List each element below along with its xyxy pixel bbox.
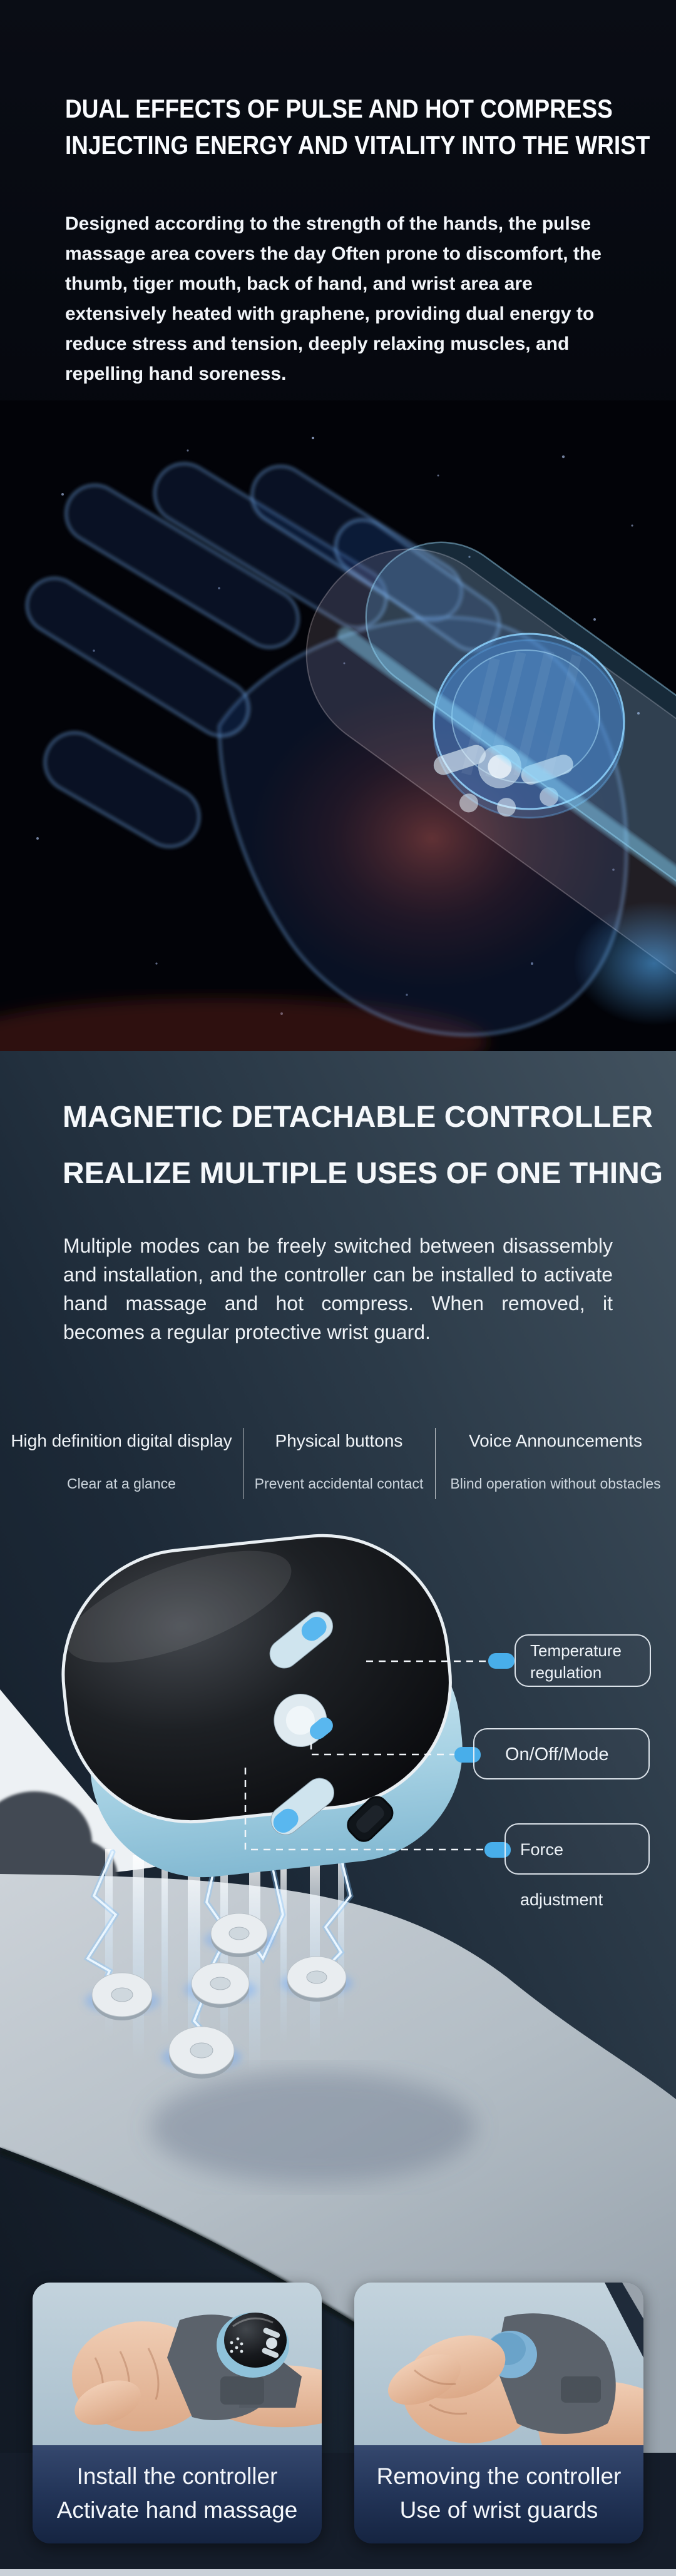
- card-photo-remove: [354, 2283, 643, 2445]
- feature-title: Voice Announcements: [468, 1431, 643, 1450]
- fabric-fold-shadow: [150, 2071, 476, 2184]
- feature-subtitle: Clear at a glance: [67, 1475, 176, 1492]
- card-caption-install: [33, 2445, 322, 2543]
- caption-line2: Use of wrist guards: [399, 2497, 598, 2523]
- card-photo-install: [33, 2283, 322, 2445]
- feature-column-display: [0, 1427, 243, 1502]
- usage-card-install: [33, 2283, 322, 2543]
- mounted-controller: [217, 2313, 289, 2378]
- hero-paragraph: Designed according to the strength of the hands, the pulse massage area covers the day Often prone to discomfort, the thumb, tiger mouth, back of hand, and wrist area are extensively heated with graphene, providing dual energy to reduce stress and tension, deeply relaxing muscles, and repelling hand soreness.: [65, 213, 602, 384]
- hero-title-line1: DUAL EFFECTS OF PULSE AND HOT COMPRESS: [65, 94, 613, 123]
- hero-title-line2: INJECTING ENERGY AND VITALITY INTO THE WRIST: [65, 130, 650, 160]
- card-caption-remove: [354, 2445, 643, 2543]
- feature-title: Physical buttons: [275, 1431, 403, 1450]
- caption-line1: Removing the controller: [376, 2463, 622, 2489]
- controller-section: [0, 1051, 676, 2453]
- velcro-patch: [220, 2376, 264, 2405]
- bottom-strip: [0, 2569, 676, 2576]
- magnetic-title-line2: REALIZE MULTIPLE USES OF ONE THING: [63, 1157, 663, 1190]
- hand-xray-photo: [0, 400, 676, 1051]
- feature-title: High definition digital display: [11, 1431, 232, 1450]
- magnetic-paragraph: Multiple modes can be freely switched between disassembly and installation, and the controller can be installed to activate hand massage and hot compress. When removed, it becomes a regular protective wrist guard.: [63, 1235, 613, 1343]
- blue-capsule-marker-icon: [488, 1653, 515, 1669]
- caption-line1: Install the controller: [76, 2463, 278, 2489]
- callout-box-temperature: Temperature regulation: [515, 1634, 651, 1687]
- feature-subtitle: Blind operation without obstacles: [450, 1475, 661, 1492]
- feature-subtitle: Prevent accidental contact: [254, 1475, 424, 1492]
- caption-line2: Activate hand massage: [56, 2497, 298, 2523]
- feature-column-voice: [435, 1427, 676, 1502]
- magnetic-title-line1: MAGNETIC DETACHABLE CONTROLLER: [63, 1101, 653, 1134]
- usage-card-remove: [354, 2283, 643, 2543]
- callout-box-power-mode: On/Off/Mode: [473, 1728, 650, 1779]
- feature-column-buttons: [243, 1427, 435, 1502]
- velcro-patch: [561, 2376, 601, 2403]
- callout-box-force: Force adjustment: [504, 1823, 650, 1875]
- hero-section: [0, 0, 676, 1051]
